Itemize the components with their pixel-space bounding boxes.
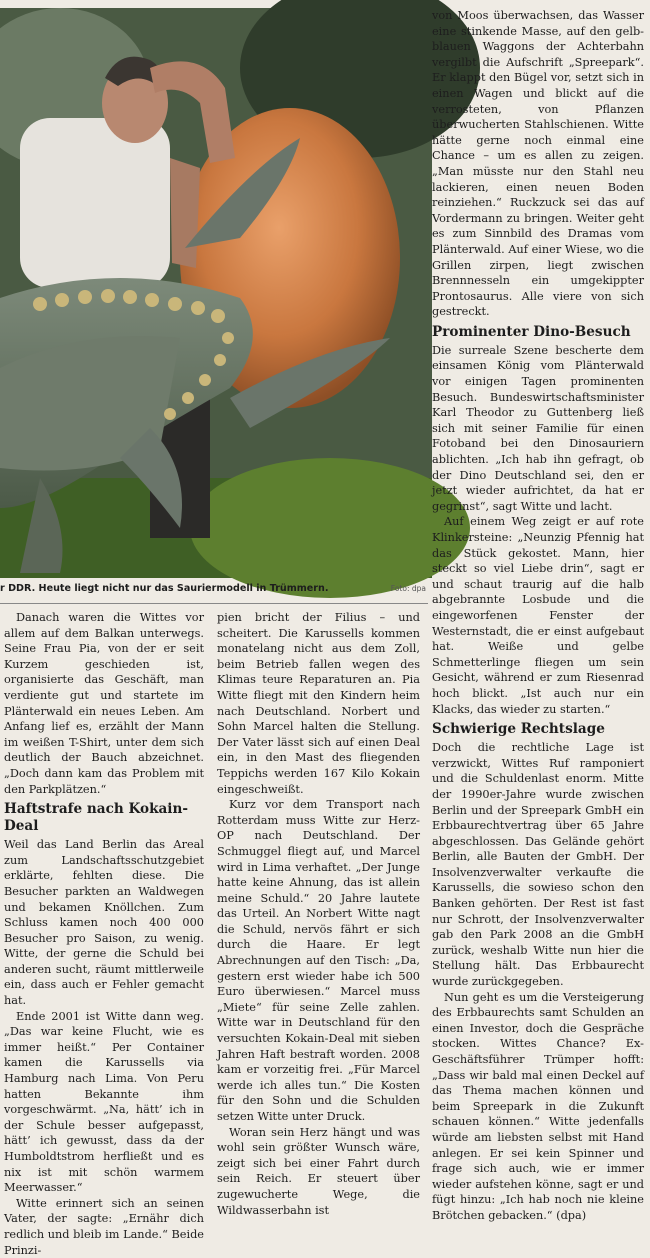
subheading: Haftstrafe nach Kokain-Deal: [4, 801, 188, 835]
paragraph: Auf einem Weg zeigt er auf rote Klinkersteine: „Neunzig Pfennig hat das Stück gekostet. Mann, hier steckt so viel Liebe drin“, sagt er und schaut traurig auf die halb abgebrannte Losbude und die eingeworfenen Fenster der Westernstadt, die er einst aufgebaut hat. Weiße und gelbe Schmetterlinge fliegen um sein Gesicht, während er zum Riesenrad hoch blickt. „Ist auch nur ein Klacks, das wieder zu starten.“: [432, 515, 644, 716]
text-column-2: [217, 610, 420, 1217]
photo-caption: [0, 583, 430, 599]
paragraph: Witte erinnert sich an seinen Vater, der sagte: „Ernähr dich redlich und bleib im Lande.“ Beide Prinzi-: [4, 1196, 204, 1257]
paragraph: Nun geht es um die Versteigerung des Erbbaurechts samt Schulden an einen Investor, doch die Gespräche stocken. Wittes Chance? Ex-Geschäftsführer Trümper hofft: „Dass wir bald mal einen Deckel auf das Thema machen können und beim Spreepark in die Zukunft schauen können.“ Witte jedenfalls würde am liebsten selbst mit Hand anlegen. Er sei kein Spinner und frage sich auch, wie er immer wieder aufstehen könne, sagt er und fügt hinzu: „Ich hab noch nie kleine Brötchen gebacken.“ (dpa): [432, 990, 644, 1222]
caption-rule: [0, 603, 428, 604]
paragraph: Die surreale Szene bescherte dem einsamen König vom Plänterwald vor einigen Tagen prominenten Besuch. Bundeswirtschaftsminister Karl Theodor zu Guttenberg ließ sich mit seiner Familie für einen Fotoband bei den Dinosauriern ablichten. „Ich hab ihn gefragt, ob der Dino Deutschland sei, den er jetzt wieder aufrichtet, da hat er gegrinst“, sagt Witte und lacht.: [432, 343, 644, 513]
photo-credit: Foto: dpa: [390, 584, 426, 593]
paragraph: Woran sein Herz hängt und was wohl sein größter Wunsch wäre, zeigt sich bei einer Fahrt durch sein Reich. Er steuert über zugewucherte Wege, die Wildwasserbahn ist: [217, 1125, 420, 1217]
subheading: Prominenter Dino-Besuch: [432, 323, 631, 340]
subheading: Schwierige Rechtslage: [432, 721, 605, 738]
paragraph: von Moos überwachsen, das Wasser eine stinkende Masse, auf den gelb-blauen Waggons der Achterbahn vergilbt die Aufschrift „Spreepark“. Er klappt den Bügel vor, setzt sich in einen Wagen und blickt auf die verrosteten, von Pflanzen überwucherten Stahlschienen. Witte hätte gerne noch einmal eine Chance – um es allen zu zeigen. „Man müsste nur den Stahl neu lackieren, einen neuen Boden reinziehen.“ Ruckzuck sei das auf Vordermann zu bringen. Weiter geht es zum Sinnbild des Dramas vom Plänterwald. Auf einer Wiese, wo die Grillen zirpen, liegt zwischen Brennnesseln ein umgekippter Prontosaurus. Alle viere von sich gestreckt.: [432, 9, 644, 319]
paragraph: pien bricht der Filius – und scheitert. Die Karussells kommen monatelang nicht aus dem Zoll, beim Betrieb fallen wegen des Klimas teure Reparaturen an. Pia Witte fliegt mit den Kindern heim nach Deutschland. Norbert und Sohn Marcel halten die Stellung. Der Vater lässt sich auf einen Deal ein, in den Mast des fliegenden Teppichs werden 167 Kilo Kokain eingeschweißt.: [217, 611, 420, 796]
text-column-1: [4, 610, 204, 1257]
article-photo: [0, 8, 432, 578]
paragraph: Ende 2001 ist Witte dann weg. „Das war keine Flucht, wie es immer heißt.“ Per Container kamen die Karussells via Hamburg nach Lima. Von Peru hatten Bekannte ihm vorgeschwärmt. „Na, hätt’ ich in der Schule besser aufgepasst, hätt’ ich gewusst, dass da der Humboldtstrom herfließt und es nix ist mit schön warmem Meerwasser.“: [4, 1009, 204, 1195]
caption-text: r DDR. Heute liegt nicht nur das Sauriermodell in Trümmern.: [0, 583, 329, 594]
paragraph: Danach waren die Wittes vor allem auf dem Balkan unterwegs. Seine Frau Pia, von der er seit Kurzem geschieden ist, organisierte das Geschäft, man verdiente gut und startete im Plänterwald ein neues Leben. Am Anfang lief es, erzählt der Mann im weißen T-Shirt, unter dem sich deutlich der Bauch abzeichnet. „Doch dann kam das Problem mit den Parkplätzen.“: [4, 611, 204, 796]
text-column-3: [432, 8, 644, 1222]
paragraph: Doch die rechtliche Lage ist verzwickt, Wittes Ruf ramponiert und die Schuldenlast enorm. Mitte der 1990er-Jahre wurde zwischen Berlin und der Spreepark GmbH ein Erbbaurechtvertrag über 65 Jahre abgeschlossen. Das Gelände gehört Berlin, alle Bauten der GmbH. Der Insolvenzverwalter verkaufte die Karussells, die sowieso schon den Banken gehörten. Der Rest ist fast nur Schrott, der Insolvenzverwalter gab den Park 2008 an die GmbH zurück, weshalb Witte nun hier die Stellung hält. Das Erbbaurecht wurde zurückgegeben.: [432, 741, 644, 989]
paragraph: Weil das Land Berlin das Areal zum Landschaftsschutzgebiet erklärte, fehlten diese. Die Besucher parkten an Waldwegen und bekamen Knöllchen. Zum Schluss kamen noch 400 000 Besucher pro Saison, zu wenig. Witte, der gerne die Schuld bei anderen sucht, räumt mittlerweile ein, dass auch er Fehler gemacht hat.: [4, 838, 204, 1008]
photo-illustration: [0, 8, 432, 578]
paragraph: Kurz vor dem Transport nach Rotterdam muss Witte zur Herz-OP nach Deutschland. Der Schmuggel fliegt auf, und Marcel wird in Lima verhaftet. „Der Junge hatte keine Ahnung, das ist allein meine Schuld.“ 20 Jahre lautete das Urteil. An Norbert Witte nagt die Schuld, nervös fährt er sich durch die Haare. Er legt Abrechnungen auf den Tisch: „Da, gestern erst wieder habe ich 500 Euro überwiesen.“ Marcel muss „Miete“ für seine Zelle zahlen. Witte war in Deutschland für den versuchten Kokain-Deal mit sieben Jahren Haft bestraft worden. 2008 kam er vorzeitig frei. „Für Marcel werde ich alles tun.“ Die Kosten für den Sohn und die Schulden setzen Witte unter Druck.: [217, 798, 420, 1123]
